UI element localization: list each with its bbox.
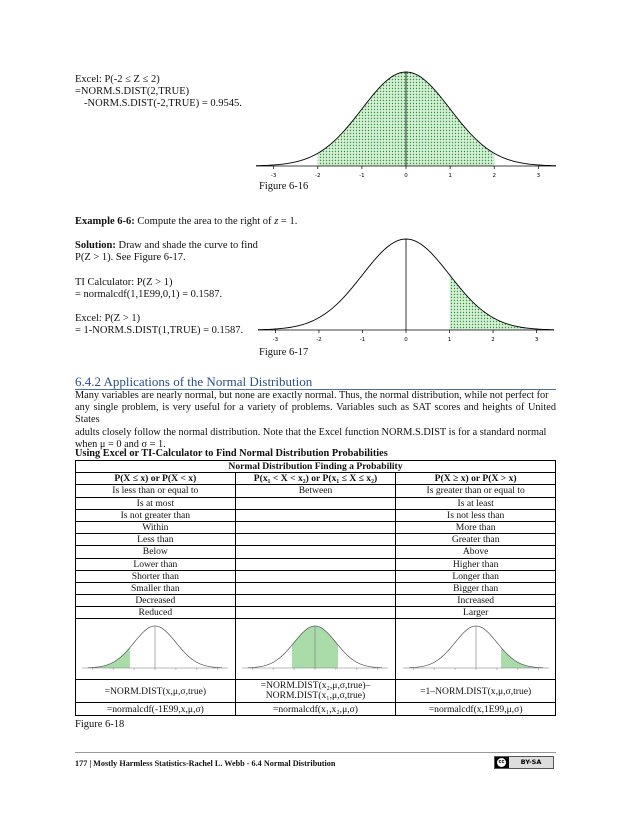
example-label: Example 6-6: xyxy=(75,216,135,227)
table-title: Normal Distribution Finding a Probability xyxy=(76,461,556,473)
table-cell xyxy=(235,509,396,521)
table-cell: Shorter than xyxy=(76,570,236,582)
top-excel-line2: =NORM.S.DIST(2,TRUE) xyxy=(75,86,190,97)
table-cell: Within xyxy=(76,521,236,533)
table-cell xyxy=(235,595,396,607)
table-cell: Above xyxy=(396,546,556,558)
table-caption: Using Excel or TI-Calculator to Find Normal Distribution Probabilities xyxy=(75,448,388,459)
axis-tick-label: 0 xyxy=(404,337,408,343)
table-cell: Below xyxy=(76,546,236,558)
graph-cell-left xyxy=(76,619,236,680)
excel-cell-middle xyxy=(235,680,396,703)
table-cell xyxy=(235,607,396,619)
excel-cell-right: =1–NORM.DIST(x,μ,σ,true) xyxy=(396,680,556,703)
table-cell: Higher than xyxy=(396,558,556,570)
axis-tick-label: -2 xyxy=(316,337,322,343)
cc-license-badge xyxy=(494,756,554,769)
figure-6-16-caption: Figure 6-16 xyxy=(259,181,309,192)
excel-cell-left: =NORM.DIST(x,μ,σ,true) xyxy=(76,680,236,703)
table-cell: Is not less than xyxy=(396,509,556,521)
mini-curve-between xyxy=(240,620,390,676)
axis-tick-label: -3 xyxy=(272,337,279,343)
footer-rule xyxy=(75,752,556,753)
solution-line2: P(Z > 1). See Figure 6-17. xyxy=(75,252,186,263)
example-z: z xyxy=(274,216,279,227)
license-label: BY-SA xyxy=(509,757,553,768)
axis-tick-label: 2 xyxy=(491,337,495,343)
axis-tick-label: 1 xyxy=(447,337,452,343)
graph-cell-middle xyxy=(235,619,396,680)
figure-6-18-caption: Figure 6-18 xyxy=(75,719,125,730)
figure-6-16-chart xyxy=(256,60,556,180)
table-cell: Lower than xyxy=(76,558,236,570)
header-between: P(x₁ < X < x₂) or P(x₁ ≤ X ≤ x₂) xyxy=(235,473,396,485)
table-cell xyxy=(235,558,396,570)
solution-label: Solution: xyxy=(75,240,116,251)
table-cell xyxy=(235,570,396,582)
mini-shaded-region xyxy=(88,647,130,667)
top-excel-line3: -NORM.S.DIST(-2,TRUE) = 0.9545. xyxy=(84,98,242,109)
table-row xyxy=(76,534,556,546)
ti-line1: TI Calculator: P(Z > 1) xyxy=(75,277,173,288)
probability-table xyxy=(75,460,556,716)
table-cell xyxy=(235,521,396,533)
table-graph-row xyxy=(76,619,556,680)
table-excel-row xyxy=(76,680,556,703)
graph-cell-right xyxy=(396,619,556,680)
table-ti-row xyxy=(76,703,556,715)
axis-tick-label: -1 xyxy=(359,173,365,179)
cc-icon: cc xyxy=(498,759,505,765)
table-row xyxy=(76,582,556,594)
example-text-pre: Compute the area to the right of xyxy=(134,216,275,227)
table-row xyxy=(76,595,556,607)
header-less: P(X ≤ x) or P(X < x) xyxy=(76,473,236,485)
table-cell: Longer than xyxy=(396,570,556,582)
excel-middle-line2: NORM.DIST(x₁,μ,σ,true) xyxy=(265,690,366,702)
axis-tick-label: -2 xyxy=(315,173,321,179)
top-excel-line1: Excel: P(-2 ≤ Z ≤ 2) xyxy=(75,74,160,85)
table-cell: Less than xyxy=(76,534,236,546)
table-cell: Decreased xyxy=(76,595,236,607)
solution-text: Draw and shade the curve to find xyxy=(115,240,258,251)
table-cell: Is at most xyxy=(76,497,236,509)
table-title-row xyxy=(76,461,556,473)
table-row xyxy=(76,607,556,619)
excel-middle-line1: =NORM.DIST(x₂,μ,σ,true)– xyxy=(260,679,371,691)
table-cell: Is at least xyxy=(396,497,556,509)
table-row xyxy=(76,497,556,509)
table-cell xyxy=(235,582,396,594)
table-row xyxy=(76,485,556,497)
table-row xyxy=(76,558,556,570)
table-cell: Bigger than xyxy=(396,582,556,594)
excel2-line1: Excel: P(Z > 1) xyxy=(75,313,141,324)
table-row xyxy=(76,546,556,558)
solution-line1 xyxy=(75,240,258,252)
axis-tick-label: 1 xyxy=(448,173,452,179)
axis-tick-label: -3 xyxy=(270,173,277,179)
figure-6-17-caption: Figure 6-17 xyxy=(259,347,309,358)
table-cell: Larger xyxy=(396,607,556,619)
axis-tick-label: 2 xyxy=(492,173,496,179)
mini-curve-left-tail xyxy=(80,620,230,676)
paragraph-line3: adults closely follow the normal distribution. Note that the Excel function NORM.S.DIST is for a standard normal xyxy=(75,426,547,438)
figure-6-17-chart xyxy=(258,227,554,345)
ti-cell-middle: =normalcdf(x₁,x₂,μ,σ) xyxy=(235,703,396,715)
example-text-post: = 1. xyxy=(278,216,298,227)
table-cell: Is greater than or equal to xyxy=(396,485,556,497)
table-row xyxy=(76,570,556,582)
table-cell: Reduced xyxy=(76,607,236,619)
table-cell: More than xyxy=(396,521,556,533)
table-cell: Is less than or equal to xyxy=(76,485,236,497)
table-header-row xyxy=(76,473,556,485)
table-cell: Between xyxy=(235,485,396,497)
table-cell xyxy=(235,546,396,558)
footer-text: 177 | Mostly Harmless Statistics-Rachel L. Webb - 6.4 Normal Distribution xyxy=(75,759,336,768)
paragraph-line4: when μ = 0 and σ = 1. xyxy=(75,438,166,450)
ti-cell-left: =normalcdf(-1E99,x,μ,σ) xyxy=(76,703,236,715)
table-cell: Is not greater than xyxy=(76,509,236,521)
ti-line2: = normalcdf(1,1E99,0,1) = 0.1587. xyxy=(75,289,223,300)
mini-curve-right-tail xyxy=(401,620,551,676)
paragraph-line2: any single problem, is very useful for a variety of problems. Variables such as SAT scores and heights of United States xyxy=(75,402,556,426)
paragraph-line1: Many variables are nearly normal, but none are exactly normal. Thus, the normal distribution, while not perfect for xyxy=(75,390,549,401)
section-heading: 6.4.2 Applications of the Normal Distribution xyxy=(75,374,313,389)
table-cell: Increased xyxy=(396,595,556,607)
table-cell: Greater than xyxy=(396,534,556,546)
table-row xyxy=(76,509,556,521)
table-cell xyxy=(235,534,396,546)
header-greater: P(X ≥ x) or P(X > x) xyxy=(396,473,556,485)
table-cell: Smaller than xyxy=(76,582,236,594)
paragraph xyxy=(75,390,556,451)
ti-cell-right: =normalcdf(x,1E99,μ,σ) xyxy=(396,703,556,715)
table-cell xyxy=(235,497,396,509)
axis-tick-label: 0 xyxy=(404,173,408,179)
axis-tick-label: 3 xyxy=(536,173,541,179)
table-row xyxy=(76,521,556,533)
excel2-line2: = 1-NORM.S.DIST(1,TRUE) = 0.1587. xyxy=(75,325,244,336)
mini-shaded-region xyxy=(501,647,543,667)
axis-tick-label: 3 xyxy=(534,337,539,343)
axis-tick-label: -1 xyxy=(359,337,366,343)
